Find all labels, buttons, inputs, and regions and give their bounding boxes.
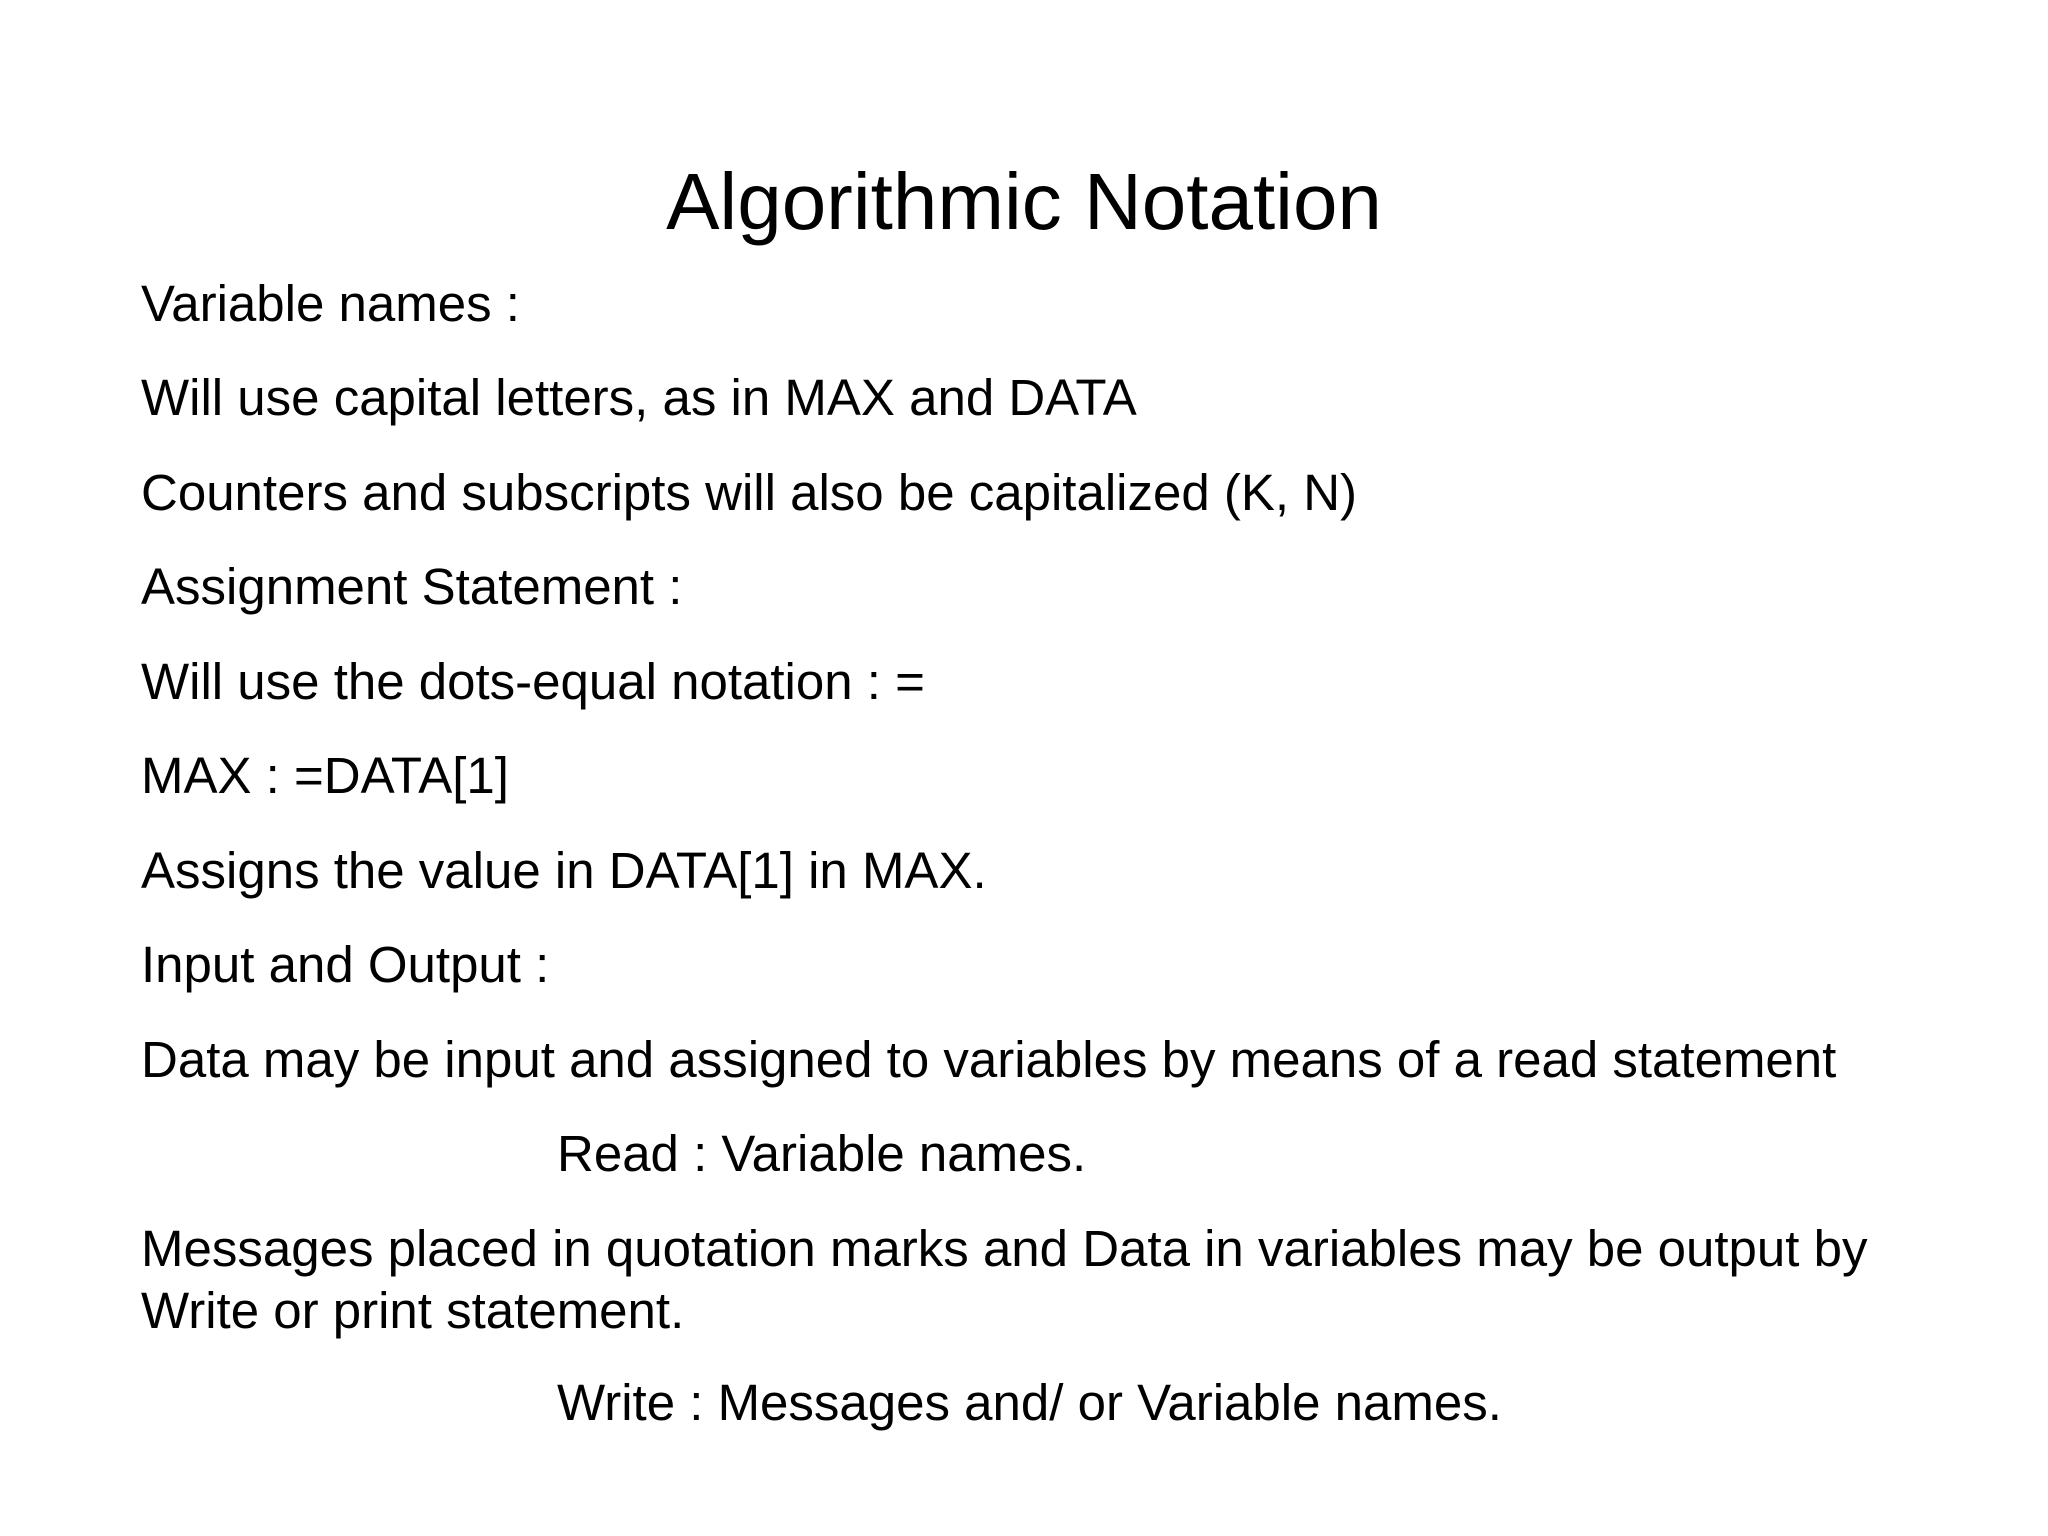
text-read-statement: Data may be input and assigned to variables by means of a read statement [141, 1031, 1837, 1088]
text-dots-equal-notation: Will use the dots-equal notation : = [141, 653, 925, 710]
code-read-syntax: Read : Variable names. [557, 1125, 1087, 1182]
code-max-assignment: MAX : =DATA[1] [141, 747, 509, 804]
text-counters-subscripts: Counters and subscripts will also be capitalized (K, N) [141, 464, 1358, 521]
heading-variable-names: Variable names : [141, 275, 520, 332]
text-assigns-value: Assigns the value in DATA[1] in MAX. [141, 842, 987, 899]
text-write-statement: Messages placed in quotation marks and Data in variables may be output by Write or print statement. [141, 1220, 1868, 1339]
heading-input-output: Input and Output : [141, 936, 550, 993]
slide-title: Algorithmic Notation [666, 157, 1382, 246]
heading-assignment-statement: Assignment Statement : [141, 558, 683, 615]
code-write-syntax: Write : Messages and/ or Variable names. [557, 1374, 1502, 1431]
text-capital-letters: Will use capital letters, as in MAX and DATA [141, 369, 1137, 426]
